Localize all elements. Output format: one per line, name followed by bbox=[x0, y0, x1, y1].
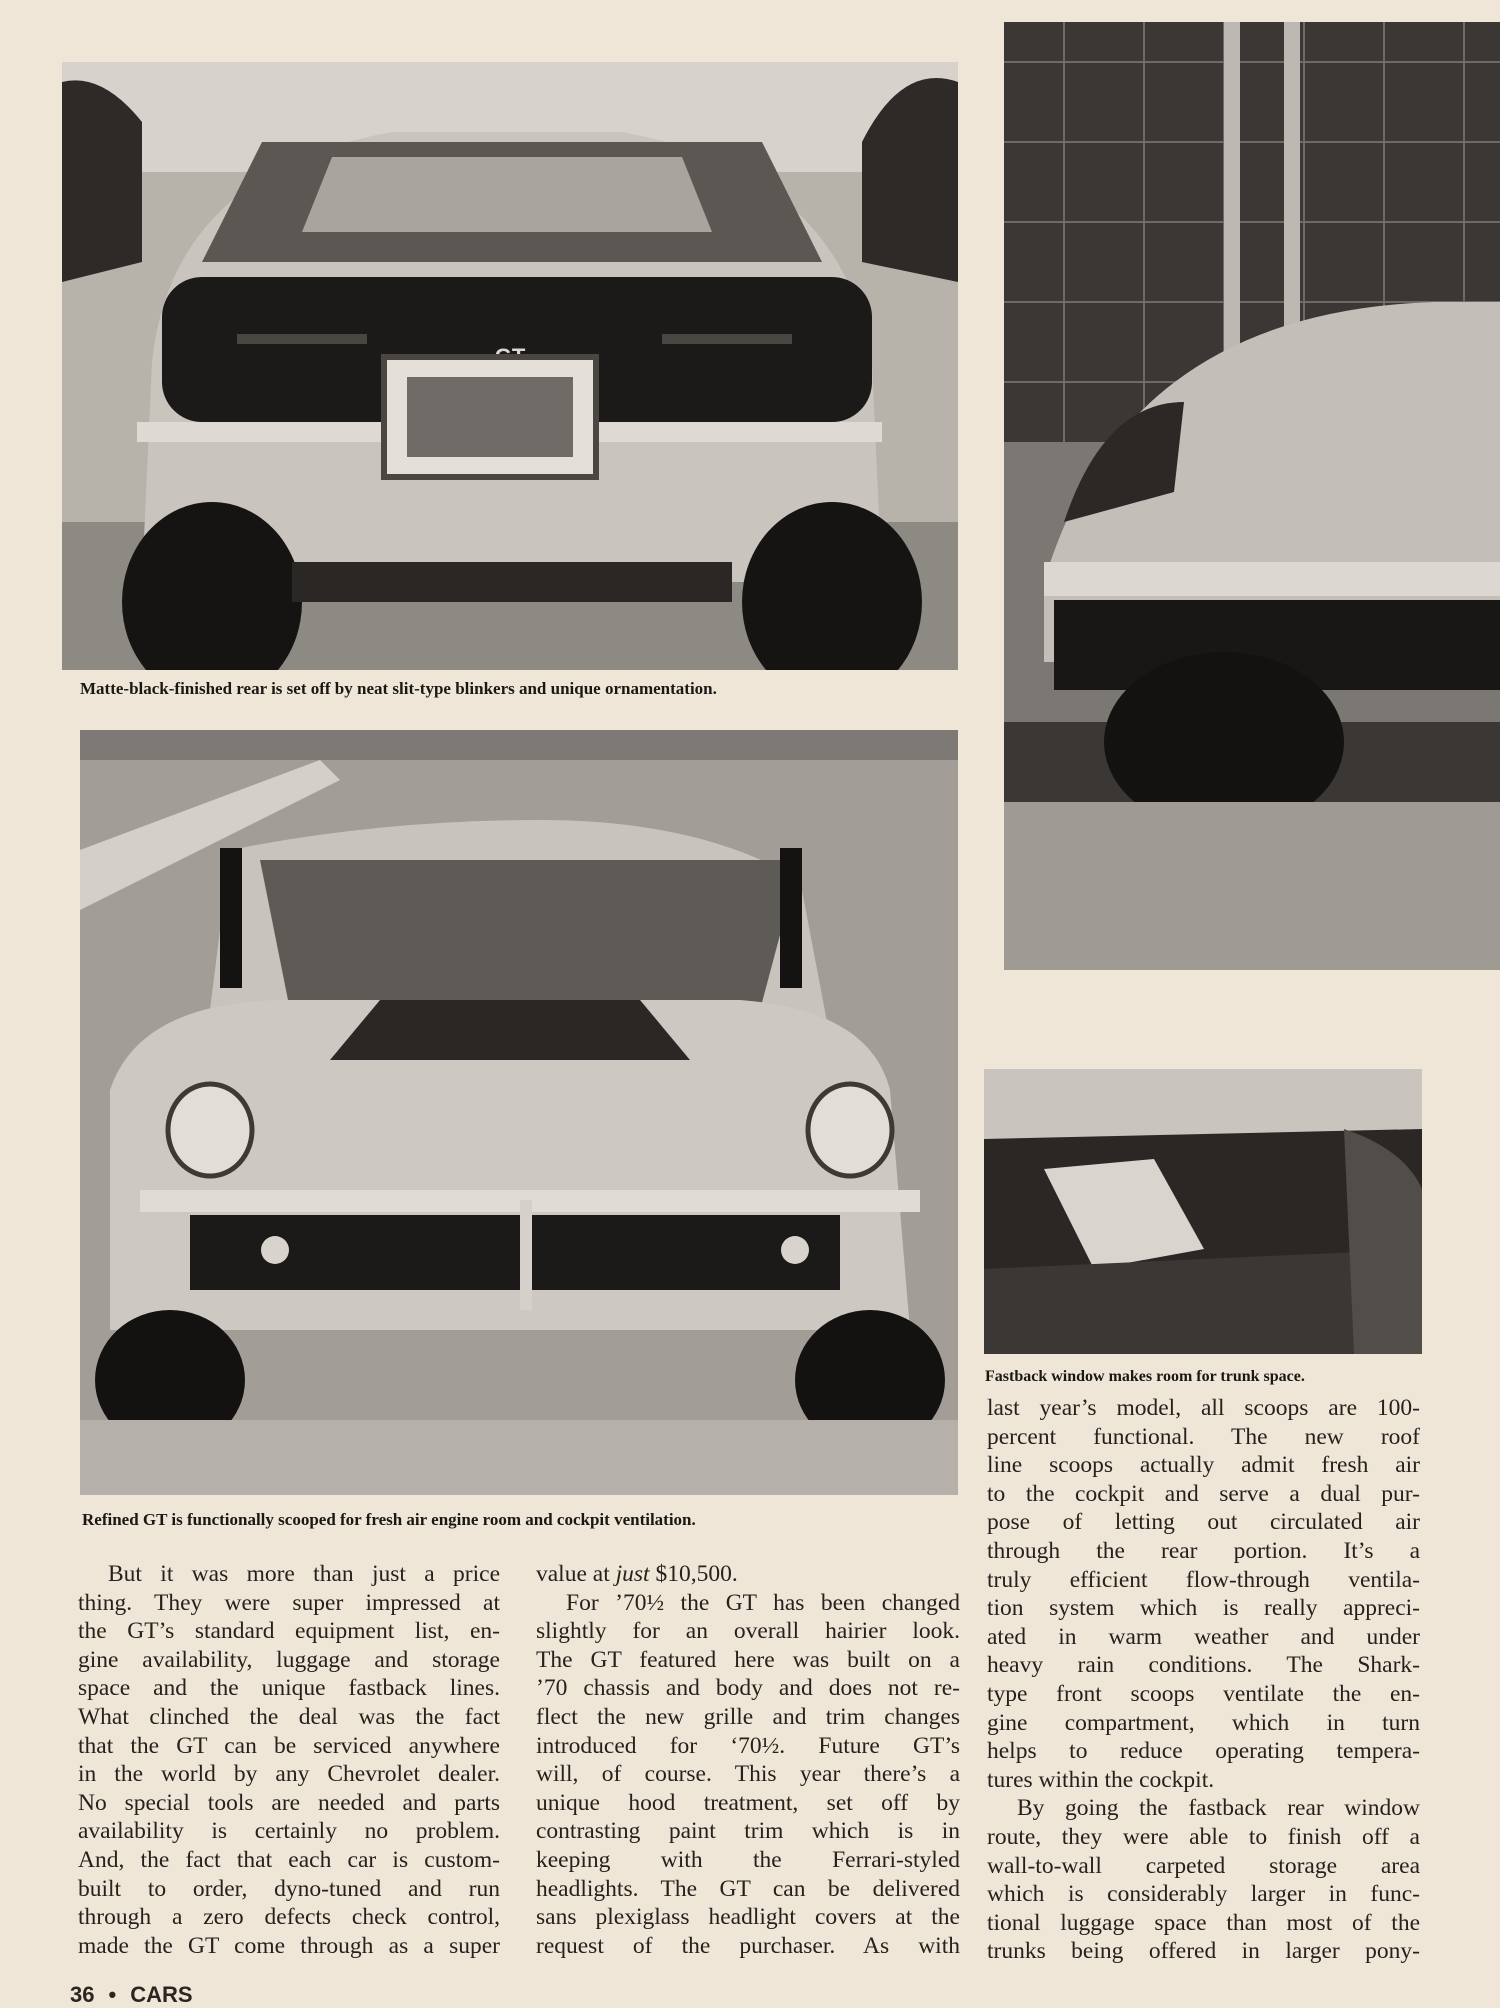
paragraph-line: ’70 chassis and body and does not re- bbox=[536, 1675, 960, 1702]
paragraph-line: the GT’s standard equipment list, en- bbox=[78, 1618, 500, 1645]
paragraph-line: The GT featured here was built on a bbox=[536, 1646, 960, 1673]
paragraph-line: built to order, dyno-tuned and run bbox=[78, 1875, 500, 1902]
front-view-photo bbox=[80, 730, 958, 1495]
paragraph-line: What clinched the deal was the fact bbox=[78, 1703, 500, 1730]
magazine-name: CARS bbox=[130, 1982, 193, 2007]
paragraph-line: unique hood treatment, set off by bbox=[536, 1789, 960, 1816]
paragraph-line: For ’70½ the GT has been changed bbox=[566, 1589, 960, 1616]
paragraph-line: By going the fastback rear window bbox=[1017, 1795, 1420, 1822]
rear-photo-caption: Matte-black-finished rear is set off by neat slit-type blinkers and unique ornamentation. bbox=[80, 679, 717, 698]
paragraph-line: ated in warm weather and under bbox=[987, 1623, 1420, 1650]
paragraph-line: in the world by any Chevrolet dealer. bbox=[78, 1761, 500, 1788]
paragraph-line: No special tools are needed and parts bbox=[78, 1789, 500, 1816]
paragraph-line: to the cockpit and serve a dual pur- bbox=[987, 1480, 1420, 1507]
paragraph-line: availability is certainly no problem. bbox=[78, 1818, 500, 1845]
paragraph-line: through a zero defects check control, bbox=[78, 1904, 500, 1931]
paragraph-line: introduced for ‘70½. Future GT’s bbox=[536, 1732, 960, 1759]
paragraph-line: tion system which is really appreci- bbox=[987, 1595, 1420, 1622]
paragraph-line: through the rear portion. It’s a bbox=[987, 1537, 1420, 1564]
paragraph-line: value at just $10,500. bbox=[536, 1561, 738, 1587]
paragraph-line: headlights. The GT can be delivered bbox=[536, 1875, 960, 1902]
paragraph-line: which is considerably larger in func- bbox=[987, 1881, 1420, 1908]
paragraph-line: But it was more than just a price bbox=[108, 1561, 500, 1587]
paragraph-line: gine availability, luggage and storage bbox=[78, 1646, 500, 1673]
paragraph-line: tional luggage space than most of the bbox=[987, 1909, 1420, 1936]
text-column-3 bbox=[987, 1394, 1420, 1966]
emphasis: just bbox=[615, 1561, 650, 1587]
paragraph-line: And, the fact that each car is custom- bbox=[78, 1846, 500, 1873]
paragraph-line: truly efficient flow-through ventila- bbox=[987, 1566, 1420, 1593]
paragraph-line: flect the new grille and trim changes bbox=[536, 1703, 960, 1730]
paragraph-line: trunks being offered in larger pony- bbox=[987, 1938, 1420, 1965]
paragraph-line: made the GT come through as a super bbox=[78, 1932, 500, 1959]
paragraph-line: request of the purchaser. As with bbox=[536, 1932, 960, 1959]
paragraph-line: sans plexiglass headlight covers at the bbox=[536, 1904, 960, 1931]
paragraph-line: type front scoops ventilate the en- bbox=[987, 1680, 1420, 1707]
paragraph-line: helps to reduce operating tempera- bbox=[987, 1738, 1420, 1765]
paragraph-line: slightly for an overall hairier look. bbox=[536, 1618, 960, 1645]
paragraph-line: tures within the cockpit. bbox=[987, 1766, 1215, 1793]
side-view-photo bbox=[1004, 22, 1500, 970]
paragraph-line: line scoops actually admit fresh air bbox=[987, 1452, 1420, 1479]
paragraph-line: thing. They were super impressed at bbox=[78, 1589, 500, 1616]
paragraph-line: contrasting paint trim which is in bbox=[536, 1818, 960, 1845]
front-photo-caption: Refined GT is functionally scooped for fresh air engine room and cockpit ventilation. bbox=[82, 1510, 696, 1529]
paragraph-line: pose of letting out circulated air bbox=[987, 1509, 1420, 1536]
rear-view-photo bbox=[62, 62, 958, 670]
paragraph-line: keeping with the Ferrari-styled bbox=[536, 1846, 960, 1873]
paragraph-line: heavy rain conditions. The Shark- bbox=[987, 1652, 1420, 1679]
paragraph-line: percent functional. The new roof bbox=[987, 1423, 1420, 1450]
page-number: 36 bbox=[70, 1982, 95, 2007]
paragraph-line: route, they were able to finish off a bbox=[987, 1823, 1420, 1850]
trunk-photo-caption: Fastback window makes room for trunk space. bbox=[985, 1368, 1305, 1385]
folio-separator: • bbox=[108, 1982, 117, 2007]
text-column-2 bbox=[536, 1560, 960, 1960]
paragraph-line: space and the unique fastback lines. bbox=[78, 1675, 500, 1702]
paragraph-line: will, of course. This year there’s a bbox=[536, 1761, 960, 1788]
trunk-photo bbox=[984, 1069, 1422, 1354]
page-folio bbox=[70, 1982, 193, 2008]
paragraph-line: gine compartment, which in turn bbox=[987, 1709, 1420, 1736]
paragraph-line: wall-to-wall carpeted storage area bbox=[987, 1852, 1420, 1879]
paragraph-line: last year’s model, all scoops are 100- bbox=[987, 1395, 1420, 1421]
paragraph-line: that the GT can be serviced anywhere bbox=[78, 1732, 500, 1759]
text-column-1 bbox=[78, 1560, 500, 1960]
